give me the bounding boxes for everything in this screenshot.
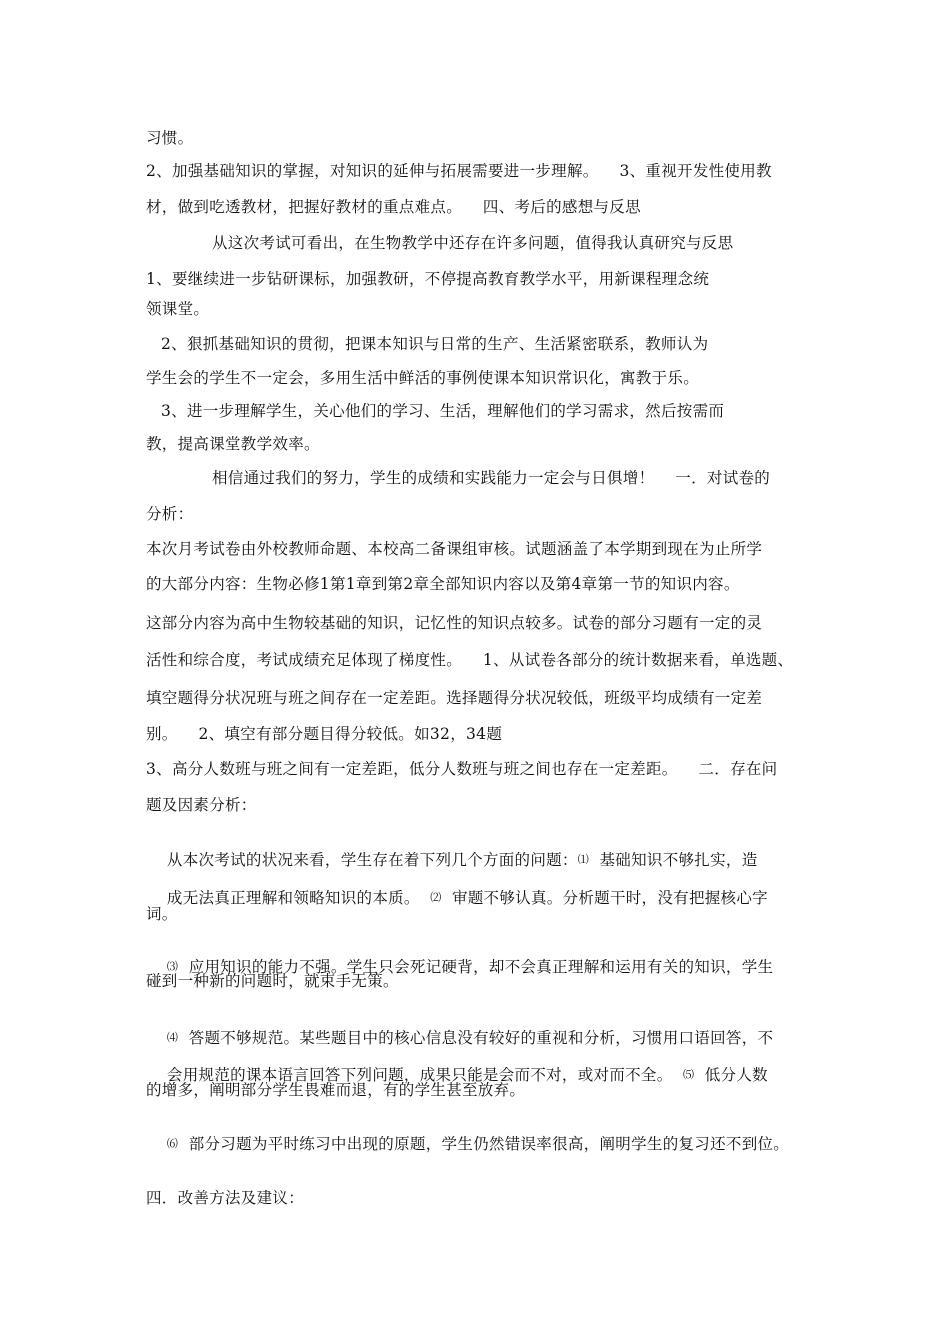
text-line: 活性和综合度，考试成绩充足体现了梯度性。 1、从试卷各部分的统计数据来看，单选题、 bbox=[146, 651, 794, 669]
text-line bbox=[146, 1114, 789, 1174]
text-line: 领课堂。 bbox=[146, 300, 210, 318]
text-line: 这部分内容为高中生物较基础的知识，记忆性的知识点较多。试卷的部分习题有一定的灵 bbox=[146, 614, 763, 632]
list-marker: ⑷ bbox=[166, 1031, 179, 1044]
text-line: 2、狠抓基础知识的贯彻，把课本知识与日常的生产、生活紧密联系，教师认为 bbox=[161, 335, 709, 353]
list-marker: ⑵ bbox=[430, 891, 442, 904]
text-line: 材，做到吃透教材，把握好教材的重点难点。 四、考后的感想与反思 bbox=[146, 198, 641, 216]
line-text: 应用知识的能力不强。学生只会死记硬背，却不会真正理解和运用有关的知识，学生 bbox=[178, 958, 774, 976]
list-marker: ⑹ bbox=[166, 1137, 179, 1150]
line-text: 基础知识不够扎实，造 bbox=[589, 851, 758, 869]
line-text: 会用规范的课本语言回答下列问题，成果只能是会而不对，或对而不全。 bbox=[166, 1066, 683, 1084]
line-text: 部分习题为平时练习中出现的原题，学生仍然错误率很高，阐明学生的复习还不到位。 bbox=[178, 1135, 790, 1153]
section-heading: 四．改善方法及建议： bbox=[146, 1189, 305, 1207]
text-line: 相信通过我们的努力，学生的成绩和实践能力一定会与日俱增！ 一．对试卷的 bbox=[212, 469, 771, 487]
text-line: 学生会的学生不一定会，多用生活中鲜活的事例使课本知识常识化，寓教于乐。 bbox=[146, 369, 700, 387]
text-line: 的大部分内容：生物必修1第1章到第2章全部知识内容以及第4章第一节的知识内容。 bbox=[146, 575, 740, 593]
text-line: 3、高分人数班与班之间有一定差距，低分人数班与班之间也存在一定差距。 二．存在问 bbox=[146, 760, 778, 778]
text-line: 1、要继续进一步钻研课标，加强教研，不停提高教育教学水平，用新课程理念统 bbox=[146, 270, 710, 288]
list-marker: ⑴ bbox=[577, 853, 590, 866]
text-line: 别。 2、填空有部分题目得分较低。如32，34题 bbox=[146, 725, 503, 743]
text-line: 碰到一种新的问题时，就束手无策。 bbox=[146, 972, 399, 990]
text-line: 从这次考试可看出，在生物教学中还存在许多问题，值得我认真研究与反思 bbox=[212, 234, 734, 252]
line-text: 成无法真正理解和领略知识的本质。 bbox=[166, 889, 431, 907]
text-line bbox=[146, 868, 768, 928]
text-line: 3、进一步理解学生，关心他们的学习、生活，理解他们的学习需求，然后按需而 bbox=[161, 402, 725, 420]
text-line: 教，提高课堂教学效率。 bbox=[146, 435, 320, 453]
text-line: 本次月考试卷由外校教师命题、本校高二备课组审核。试题涵盖了本学期到现在为止所学 bbox=[146, 540, 763, 558]
text-line: 分析： bbox=[146, 505, 194, 523]
line-text: 审题不够认真。分析题干时，没有把握核心字 bbox=[441, 889, 768, 907]
line-text: 答题不够规范。某些题目中的核心信息没有较好的重视和分析，习惯用口语回答，不 bbox=[178, 1029, 774, 1047]
line-text: 低分人数 bbox=[694, 1066, 768, 1084]
text-line: 填空题得分状况班与班之间存在一定差距。选择题得分状况较低，班级平均成绩有一定差 bbox=[146, 689, 763, 707]
text-line: 习惯。 bbox=[146, 129, 194, 147]
text-line: 2、加强基础知识的掌握，对知识的延伸与拓展需要进一步理解。 3、重视开发性使用教 bbox=[146, 162, 772, 180]
text-line: 的增多，阐明部分学生畏难而退，有的学生甚至放弃。 bbox=[146, 1081, 526, 1099]
list-marker: ⑶ bbox=[166, 960, 179, 973]
text-line: 题及因素分析： bbox=[146, 796, 257, 814]
list-marker: ⑸ bbox=[682, 1068, 695, 1081]
line-text: 从本次考试的状况来看，学生存在着下列几个方面的问题： bbox=[166, 851, 578, 869]
text-line: 词。 bbox=[146, 905, 178, 923]
